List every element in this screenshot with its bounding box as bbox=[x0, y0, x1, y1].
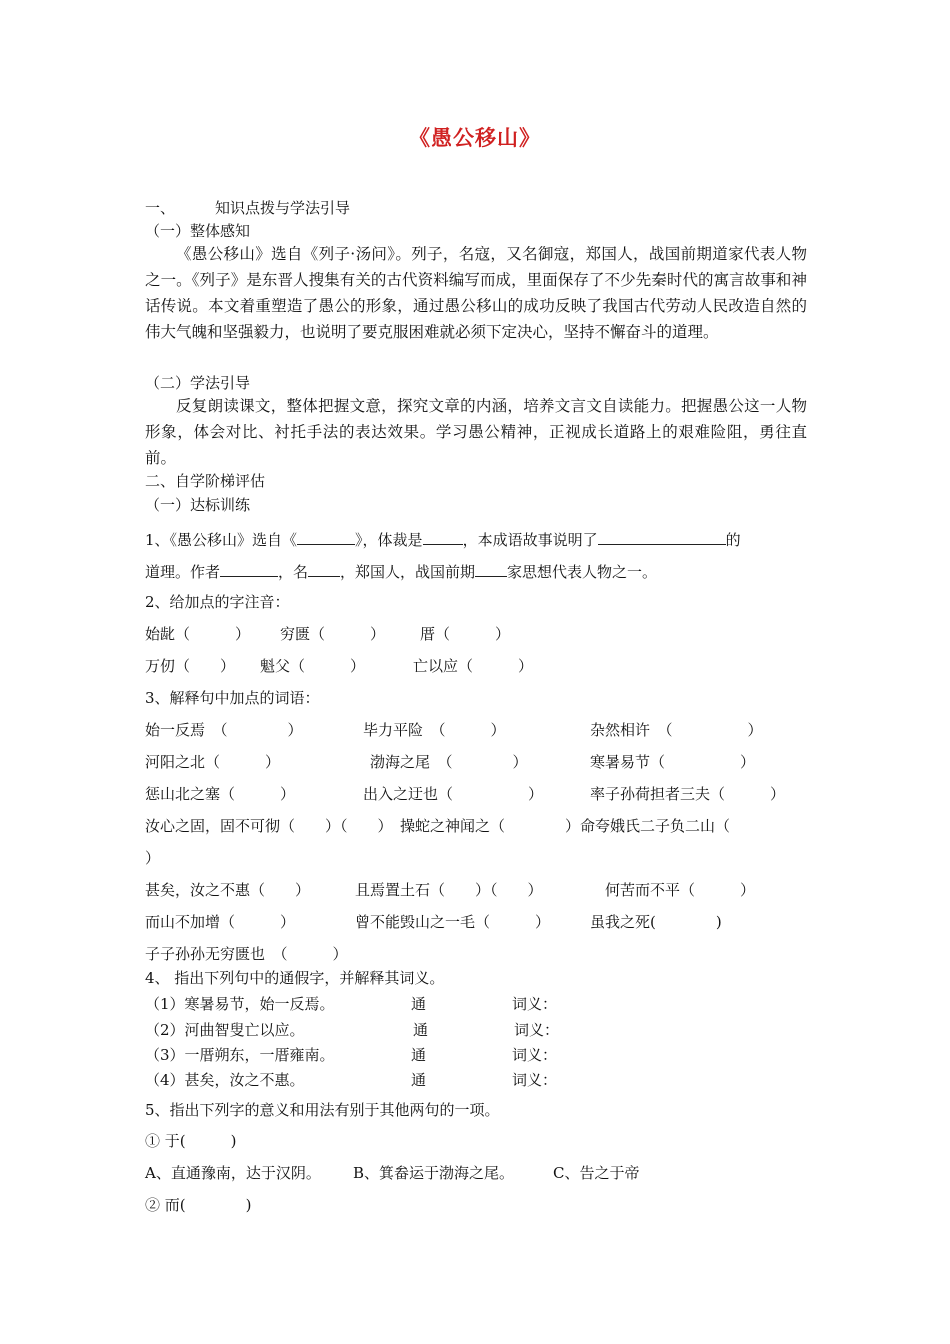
question-1-line-1 bbox=[145, 528, 741, 550]
blank-source[interactable] bbox=[297, 528, 355, 545]
subsection-method: （二）学法引导 bbox=[145, 374, 251, 392]
q3-item: 子子孙孙无穷匮也 （ ） bbox=[145, 945, 348, 963]
q1-text-f: ，名 bbox=[278, 563, 309, 581]
blank-name[interactable] bbox=[308, 560, 340, 577]
q3-item-long: 汝心之固，固不可彻（ ）（ ） 操蛇之神闻之（ ）命夸娥氏二子负二山（ bbox=[145, 817, 731, 835]
section-1-title: 知识点拨与学法引导 bbox=[215, 199, 351, 217]
blank-moral[interactable] bbox=[598, 528, 726, 545]
q4-sentence: （1）寒暑易节，始一反焉。 bbox=[145, 995, 335, 1013]
q4-meaning-label: 词义： bbox=[512, 995, 558, 1013]
blank-author[interactable] bbox=[220, 560, 278, 577]
q4-sentence: （2）河曲智叟亡以应。 bbox=[145, 1021, 305, 1039]
page-title: 《愚公移山》 bbox=[409, 126, 541, 150]
q4-tong-label: 通 bbox=[413, 1021, 429, 1039]
q2-item: 厝（ ） bbox=[420, 625, 511, 643]
q1-text-h: 家思想代表人物之一。 bbox=[507, 563, 658, 581]
q1-text-e: 道理。作者 bbox=[145, 563, 221, 581]
q4-tong-label: 通 bbox=[411, 1071, 427, 1089]
subsection-training: （一）达标训练 bbox=[145, 496, 251, 514]
q3-item: 始一反焉 （ ） bbox=[145, 721, 303, 739]
q5-option-b: B、箕畚运于渤海之尾。 bbox=[353, 1164, 515, 1182]
q3-item: 而山不加增（ ） bbox=[145, 913, 296, 931]
intro-paragraph: 《愚公移山》选自《列子·汤问》。列子，名寇，又名御寇，郑国人，战国前期道家代表人物之一。《列子》是东晋人搜集有关的古代资料编写而成，里面保存了不少先秦时代的寓言故事和神话传说。本文着重塑造了愚公的形象，通过愚公移山的成功反映了我国古代劳动人民改造自然的伟大气魄和坚强毅力，也说明了要克服困难就必须下定决心，坚持不懈奋斗的道理。 bbox=[145, 245, 807, 341]
q2-item: 穷匮（ ） bbox=[280, 625, 386, 643]
q3-item: 渤海之尾 （ ） bbox=[370, 753, 528, 771]
q5-option-c: C、告之于帝 bbox=[553, 1164, 640, 1182]
section-2-heading: 二、自学阶梯评估 bbox=[145, 472, 266, 490]
q1-text-b: 》，体裁是 bbox=[355, 531, 423, 549]
q1-text-c: ，本成语故事说明了 bbox=[462, 531, 598, 549]
q3-item: 何苦而不平（ ） bbox=[605, 881, 756, 899]
q2-item: 魁父（ ） bbox=[260, 657, 366, 675]
question-1-line-2 bbox=[145, 560, 657, 582]
section-1-number: 一、 bbox=[145, 199, 176, 217]
q3-item: 虽我之死( ) bbox=[590, 913, 722, 931]
q4-tong-label: 通 bbox=[411, 995, 427, 1013]
q5-item-1: ① 于( ) bbox=[145, 1132, 237, 1150]
blank-school[interactable] bbox=[475, 560, 507, 577]
q4-tong-label: 通 bbox=[411, 1046, 427, 1064]
q5-item-2: ② 而( ) bbox=[145, 1196, 252, 1214]
q3-item: 甚矣，汝之不惠（ ） bbox=[145, 881, 311, 899]
subsection-overall: （一）整体感知 bbox=[145, 222, 251, 240]
q4-meaning-label: 词义： bbox=[512, 1071, 558, 1089]
q3-item: 率子孙荷担者三夫（ ） bbox=[590, 785, 786, 803]
question-3-heading: 3、解释句中加点的词语： bbox=[145, 689, 320, 707]
q1-text-d: 的 bbox=[725, 531, 741, 549]
q2-item: 始龀（ ） bbox=[145, 625, 251, 643]
question-2-heading: 2、给加点的字注音： bbox=[145, 593, 290, 611]
q4-sentence: （3）一厝朔东，一厝雍南。 bbox=[145, 1046, 335, 1064]
q3-item: 出入之迂也（ ） bbox=[363, 785, 544, 803]
q1-text-a: 1、《愚公移山》选自《 bbox=[145, 531, 298, 549]
q3-item: 寒暑易节（ ） bbox=[590, 753, 756, 771]
question-4-heading: 4、 指出下列句中的通假字，并解释其词义。 bbox=[145, 969, 445, 987]
q3-item-continuation: ） bbox=[145, 849, 161, 867]
question-5-heading: 5、指出下列字的意义和用法有别于其他两句的一项。 bbox=[145, 1101, 500, 1119]
q3-item: 毕力平险 （ ） bbox=[363, 721, 506, 739]
q4-sentence: （4）甚矣，汝之不惠。 bbox=[145, 1071, 305, 1089]
q3-item: 杂然相许 （ ） bbox=[590, 721, 763, 739]
q3-item: 河阳之北（ ） bbox=[145, 753, 281, 771]
q4-meaning-label: 词义： bbox=[514, 1021, 560, 1039]
q3-item: 且焉置土石（ ）（ ） bbox=[355, 881, 543, 899]
q2-item: 万仞（ ） bbox=[145, 657, 236, 675]
q3-item: 曾不能毁山之一毛（ ） bbox=[355, 913, 551, 931]
q3-item: 惩山北之塞（ ） bbox=[145, 785, 296, 803]
q4-meaning-label: 词义： bbox=[512, 1046, 558, 1064]
q2-item: 亡以应（ ） bbox=[413, 657, 534, 675]
method-paragraph: 反复朗读课文，整体把握文意，探究文章的内涵，培养文言文自读能力。把握愚公这一人物形象，体会对比、衬托手法的表达效果。学习愚公精神，正视成长道路上的艰难险阻，勇往直前。 bbox=[145, 397, 807, 467]
q5-option-a: A、直通豫南，达于汉阴。 bbox=[145, 1164, 321, 1182]
blank-genre[interactable] bbox=[423, 528, 463, 545]
section-1-heading bbox=[145, 198, 350, 218]
q1-text-g: ，郑国人，战国前期 bbox=[340, 563, 476, 581]
